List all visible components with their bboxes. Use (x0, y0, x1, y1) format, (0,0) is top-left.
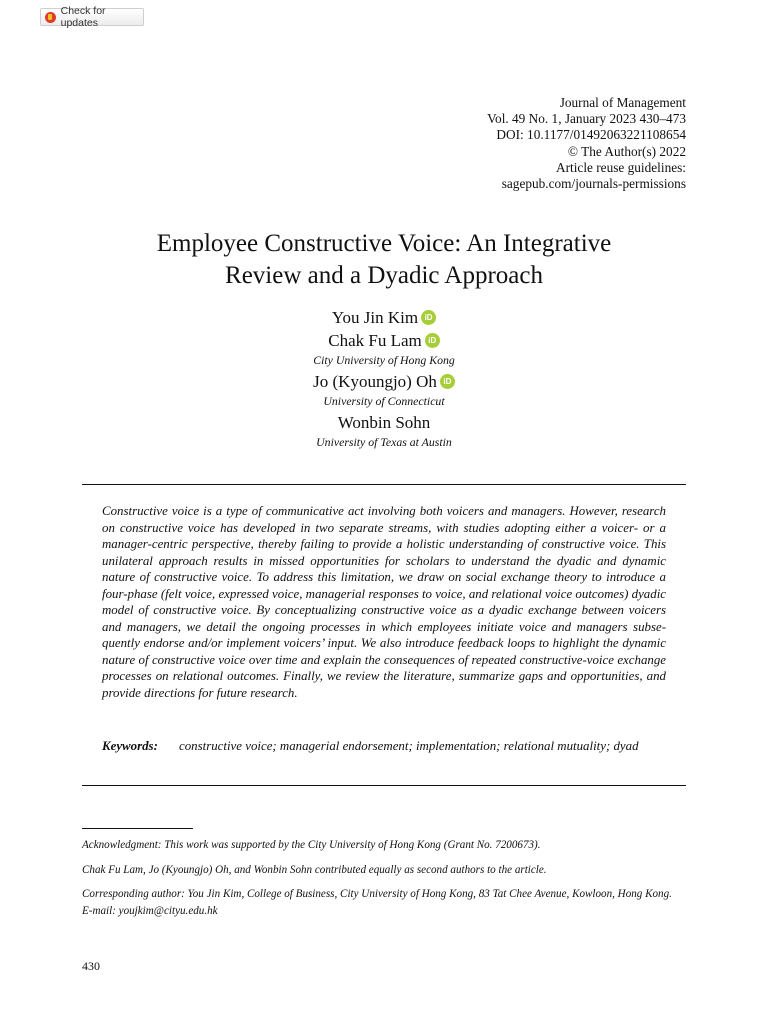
author-name: You Jin Kim (331, 308, 419, 327)
article-title (0, 228, 768, 292)
orcid-icon[interactable]: iD (425, 333, 440, 348)
check-for-updates-label: Check for updates (60, 5, 106, 29)
journal-volume: Vol. 49 No. 1, January 2023 430–473 (487, 111, 686, 127)
abstract: Constructive voice is a type of communicative act involving both voicers and managers. However, research on constructive voice has developed in two separate streams, with studies adopting either a voicer- or a manager-centric perspective, thereby failing to provide a holistic understanding of constructive voice. This unilateral approach results in missed opportunities for scholars to understand the dyadic and dynamic nature of constructive voice. To address this limitation, we draw on social exchange theory to introduce a four-phase (felt voice, expressed voice, managerial responses to voice, and relational voice outcomes) dyadic model of constructive voice. By conceptualizing constructive voice as a dyadic exchange between voicers and managers, we detail the ongoing processes in which employees initiate voice and managers subsequently endorse and/or implement voicers’ input. We also introduce feedback loops to highlight the dynamic nature of constructive voice over time and explain the consequences of repeated constructive-voice exchange processes on relational outcomes. Finally, we review the literature, summarize gaps and opportunities, and provide directions for future research. (102, 504, 666, 700)
keywords (102, 738, 666, 754)
journal-reuse-link[interactable]: sagepub.com/journals-permissions (501, 176, 686, 192)
equal-contribution-note: Chak Fu Lam, Jo (Kyoungjo) Oh, and Wonbin Sohn contributed equally as second authors to the article. (82, 863, 547, 876)
author-name: Wonbin Sohn (337, 413, 431, 432)
check-for-updates-button[interactable] (40, 5, 144, 29)
author-name: Chak Fu Lam (328, 331, 422, 350)
corresponding-author-note: Corresponding author: You Jin Kim, College of Business, City University of Hong Kong, 83 Tat Chee Avenue, Kowloon, Hong Kong. (82, 888, 672, 900)
journal-name: Journal of Management (559, 95, 686, 110)
author (0, 306, 768, 329)
author (0, 411, 768, 434)
acknowledgment-note: Acknowledgment: This work was supported by the City University of Hong Kong (Grant No. 7200673). (82, 839, 541, 851)
author-affiliation: City University of Hong Kong (313, 353, 455, 367)
footnotes (82, 838, 686, 928)
keywords-label: Keywords: (102, 739, 158, 753)
author-list (0, 306, 768, 452)
crossmark-icon (45, 12, 56, 23)
page-number: 430 (82, 959, 100, 973)
journal-reuse: Article reuse guidelines: (556, 159, 686, 175)
author-name: Jo (Kyoungjo) Oh (313, 372, 437, 391)
abstract-bottom-rule (82, 785, 686, 786)
journal-doi: DOI: 10.1177/01492063221108654 (496, 127, 686, 143)
author (0, 329, 768, 352)
orcid-icon[interactable]: iD (440, 374, 455, 389)
title-line-2: Review and a Dyadic Approach (225, 262, 543, 289)
keywords-text: constructive voice; managerial endorsement; implementation; relational mutuality; dyad (179, 739, 639, 753)
abstract-top-rule (82, 484, 686, 485)
footnote-rule (82, 828, 193, 829)
email-note[interactable]: E-mail: youjkim@cityu.edu.hk (82, 904, 218, 917)
title-line-1: Employee Constructive Voice: An Integrative (156, 230, 612, 257)
author-affiliation: University of Texas at Austin (316, 435, 452, 449)
journal-copyright: © The Author(s) 2022 (567, 143, 686, 159)
orcid-icon[interactable]: iD (421, 310, 436, 325)
author-affiliation: University of Connecticut (323, 394, 445, 408)
author (0, 370, 768, 393)
journal-info (487, 95, 686, 192)
